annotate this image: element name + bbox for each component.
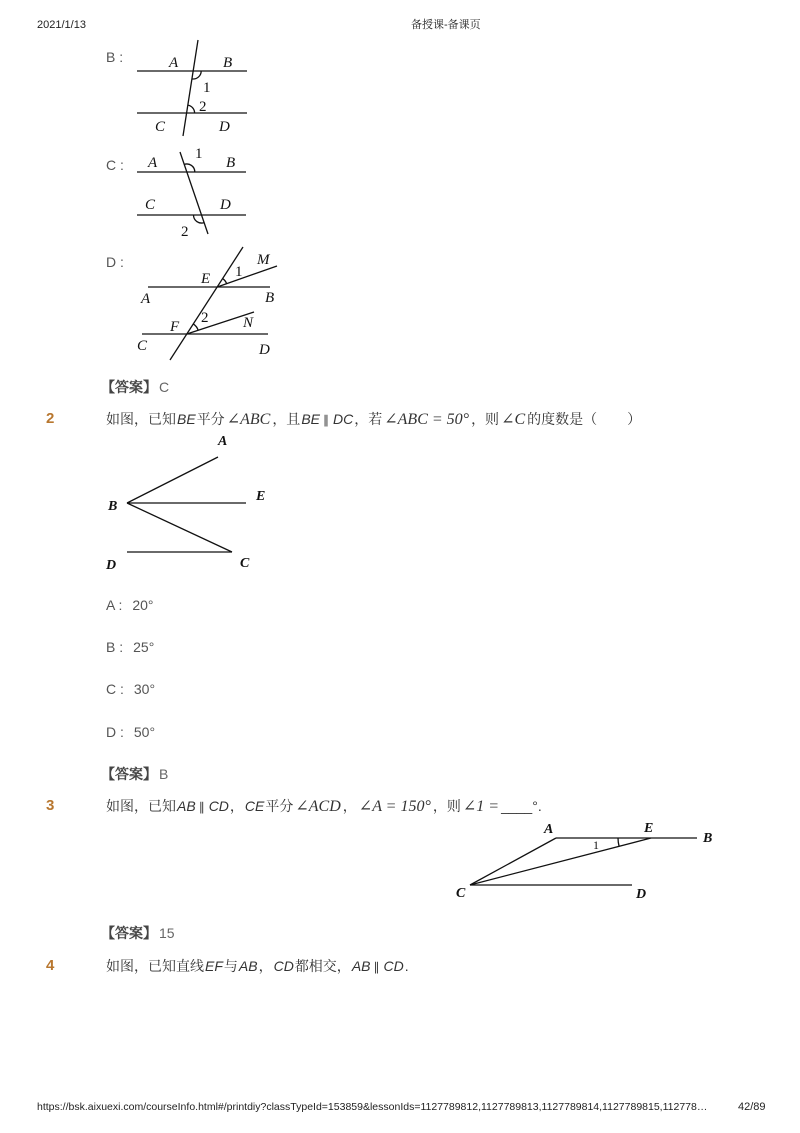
angle-label-1: 1 xyxy=(203,80,211,96)
q1-option-c-figure xyxy=(130,145,255,240)
math-var: CD xyxy=(273,958,294,974)
ray-em xyxy=(217,266,277,287)
print-date: 2021/1/13 xyxy=(37,19,86,31)
text-segment: 如图，已知直线 xyxy=(106,958,204,974)
point-label-a: A xyxy=(148,155,158,171)
math-expression: ∠C xyxy=(501,411,526,428)
point-label-e: E xyxy=(256,489,266,504)
angle-label-1: 1 xyxy=(593,838,599,852)
point-label-b: B xyxy=(223,55,233,71)
text-segment: ，且 xyxy=(272,411,301,427)
math-var: CD xyxy=(383,958,404,974)
parallel-symbol: ∥ xyxy=(373,960,380,974)
point-label-a: A xyxy=(141,291,151,307)
math-expression: ∠ABC xyxy=(226,411,271,428)
option-label: B : xyxy=(106,639,124,655)
text-segment: ， xyxy=(229,798,244,814)
q2-option-a xyxy=(106,595,154,615)
angle-1-arc xyxy=(223,279,227,284)
text-segment: 平分 xyxy=(265,798,294,814)
math-expression: ∠ABC = 50° xyxy=(384,411,470,428)
math-expression: ∠1 = xyxy=(462,798,500,815)
math-var: EF xyxy=(205,958,223,974)
point-label-c: C xyxy=(137,338,148,354)
text-segment: ，则 xyxy=(471,411,500,427)
text-segment: 都相交， xyxy=(294,958,351,974)
point-label-d: D xyxy=(636,887,647,902)
q2-option-b xyxy=(106,637,154,657)
text-segment: 与 xyxy=(223,958,238,974)
parallel-symbol: ∥ xyxy=(198,800,205,814)
q1-option-c-label: C : xyxy=(106,157,124,173)
line-ac xyxy=(470,838,556,885)
text-segment: 平分 xyxy=(196,411,225,427)
option-value: 50° xyxy=(133,724,156,740)
math-var: AB xyxy=(351,958,371,974)
point-label-m: M xyxy=(257,252,270,268)
angle-label-1: 1 xyxy=(195,146,203,162)
math-var: AB xyxy=(238,958,258,974)
option-label: C : xyxy=(106,681,124,697)
page-title: 备授课-备课页 xyxy=(411,19,481,31)
option-label: A : xyxy=(106,597,123,613)
q1-option-d-figure xyxy=(132,243,284,363)
question-2-text xyxy=(106,409,641,430)
math-var: BE xyxy=(301,411,320,427)
line-ce xyxy=(470,838,651,885)
q3-answer xyxy=(101,923,175,943)
line-bc xyxy=(127,503,232,552)
point-label-c: C xyxy=(456,886,466,901)
q1-answer xyxy=(101,377,169,397)
point-label-d: D xyxy=(220,197,231,213)
q2-answer xyxy=(101,764,168,784)
point-label-b: B xyxy=(108,499,118,514)
answer-value: C xyxy=(159,379,170,395)
angle-label-1: 1 xyxy=(235,264,243,280)
answer-value: B xyxy=(159,766,169,782)
point-label-b: B xyxy=(226,155,236,171)
question-number-3: 3 xyxy=(46,797,55,814)
page-number: 42/89 xyxy=(738,1101,766,1113)
q2-option-c xyxy=(106,679,155,699)
point-label-a: A xyxy=(169,55,179,71)
math-var: BE xyxy=(177,411,196,427)
option-value: 25° xyxy=(133,639,155,655)
text-segment: 如图，已知 xyxy=(106,798,176,814)
line-ba xyxy=(127,457,218,503)
q2-option-d xyxy=(106,722,155,742)
transversal-line xyxy=(183,40,198,136)
text-segment: °. xyxy=(532,798,542,814)
point-label-c: C xyxy=(145,197,156,213)
q3-figure xyxy=(450,818,720,906)
point-label-f: F xyxy=(170,319,180,335)
page-url: https://bsk.aixuexi.com/courseInfo.html#/printdiy?classTypeId=153859&lessonIds=1127789812,1127789813,1127789814,1127789815,112778… xyxy=(37,1101,708,1113)
text-segment: . xyxy=(404,958,409,974)
angle-label-2: 2 xyxy=(181,224,189,240)
math-expression: ∠A = 150° xyxy=(358,798,431,815)
text-segment: 如图，已知 xyxy=(106,411,176,427)
answer-tag: 【答案】 xyxy=(101,925,157,941)
math-var: CD xyxy=(208,798,229,814)
point-label-b: B xyxy=(265,290,275,306)
text-segment: ， xyxy=(342,798,357,814)
math-expression: ∠ACD xyxy=(295,798,341,815)
point-label-e: E xyxy=(201,271,211,287)
question-3-text xyxy=(106,796,542,817)
point-label-e: E xyxy=(644,821,654,836)
text-segment: ， xyxy=(258,958,273,974)
text-segment: ，若 xyxy=(354,411,383,427)
answer-value: 15 xyxy=(159,925,175,941)
text-segment: ） xyxy=(627,411,642,427)
angle-1-arc xyxy=(618,838,619,846)
question-number-2: 2 xyxy=(46,410,55,427)
math-var: CE xyxy=(244,798,265,814)
math-var: DC xyxy=(333,411,354,427)
angle-2-arc xyxy=(193,324,198,330)
point-label-b: B xyxy=(703,831,713,846)
text-segment: ，则 xyxy=(432,798,461,814)
point-label-c: C xyxy=(240,556,250,571)
answer-tag: 【答案】 xyxy=(101,766,157,782)
angle-label-2: 2 xyxy=(201,310,209,326)
question-number-4: 4 xyxy=(46,957,55,974)
point-label-c: C xyxy=(155,119,166,135)
point-label-a: A xyxy=(544,822,554,837)
q1-option-b-figure xyxy=(130,36,265,142)
answer-blank: ____ xyxy=(501,798,533,814)
question-4-text xyxy=(106,956,409,977)
text-segment: 的度数是（ xyxy=(527,411,598,427)
q1-option-b-label: B : xyxy=(106,49,124,65)
angle-2-arc xyxy=(188,105,195,113)
point-label-d: D xyxy=(219,119,230,135)
point-label-d: D xyxy=(259,342,270,358)
option-label: D : xyxy=(106,724,124,740)
q2-figure xyxy=(100,428,280,576)
math-var: AB xyxy=(177,798,196,814)
parallel-symbol: ∥ xyxy=(323,413,329,427)
transversal-line xyxy=(170,247,243,360)
point-label-n: N xyxy=(243,315,254,331)
answer-tag: 【答案】 xyxy=(101,379,157,395)
option-value: 30° xyxy=(133,681,156,697)
point-label-a: A xyxy=(218,434,228,449)
angle-label-2: 2 xyxy=(199,99,207,115)
option-value: 20° xyxy=(132,597,154,613)
q1-option-d-label: D : xyxy=(106,254,124,270)
point-label-d: D xyxy=(106,558,117,573)
